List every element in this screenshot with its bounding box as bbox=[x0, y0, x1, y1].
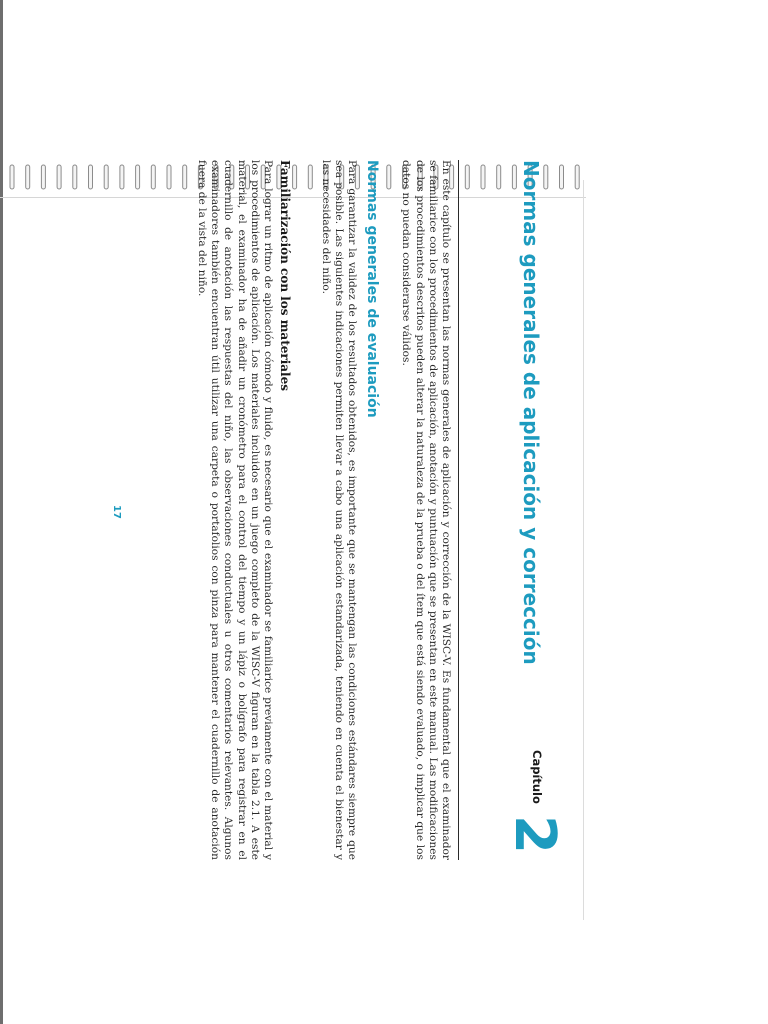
binding-ring bbox=[26, 165, 30, 189]
page-number: 17 bbox=[111, 505, 122, 519]
chapter-number: 2 bbox=[502, 815, 567, 854]
binding-ring bbox=[89, 165, 93, 189]
binding-ring bbox=[10, 165, 14, 189]
scan-edge bbox=[0, 0, 3, 1024]
binding-ring bbox=[73, 165, 77, 189]
intro-paragraph: En este capítulo se presentan las normas generales de aplicación y corrección de la WISC-V. Es fundamental que el examinador se familiarice con los procedimientos de aplicación, anotación y puntuación que se presentan en este manual. Las modificaciones de los procedimientos descritos pueden alterar la naturaleza de la prueba o del ítem que está siendo evaluado, o implicar que los datos no puedan considerarse válidos. bbox=[400, 160, 452, 860]
section-paragraph-evaluation: Para garantizar la validez de los resultados obtenidos, es importante que se mantengan las condiciones estándares siempre que sea posible. Las siguientes indicaciones permiten llevar a cabo una aplicación estandarizada, teniendo en cuenta el bienestar y las necesidades del niño. bbox=[319, 160, 358, 860]
binding-ring bbox=[57, 165, 61, 189]
section-paragraph-materials: Para lograr un ritmo de aplicación cómodo y fluido, es necesario que el examinador se familiarice previamente con el material y los procedimientos de aplicación. Los materiales incluidos en un juego completo de la WISC-V figuran en la tabla 2.1. A este material, el examinador ha de añadir un cronómetro para el control del tiempo y un lápiz o bolígrafo para registrar en el cuadernillo de anotación las respuestas del niño, las observaciones conductuales u otros comentarios relevantes. Algunos examinadores también encuentran útil utilizar una carpeta o portafolios con pinza para mantener el cuadernillo de anotación fuera de la vista del niño. bbox=[195, 160, 274, 860]
section-heading-materials: Familiarización con los materiales bbox=[278, 160, 292, 391]
page-edge-right bbox=[583, 180, 584, 920]
rotated-page-content bbox=[102, 160, 567, 860]
chapter-label: Capítulo bbox=[530, 750, 544, 804]
binding-ring bbox=[575, 165, 579, 189]
section-heading-evaluation: Normas generales de evaluación bbox=[364, 160, 380, 418]
chapter-title-rule bbox=[458, 160, 459, 860]
chapter-title: Normas generales de aplicación y corrección bbox=[519, 160, 543, 665]
binding-ring bbox=[41, 165, 45, 189]
